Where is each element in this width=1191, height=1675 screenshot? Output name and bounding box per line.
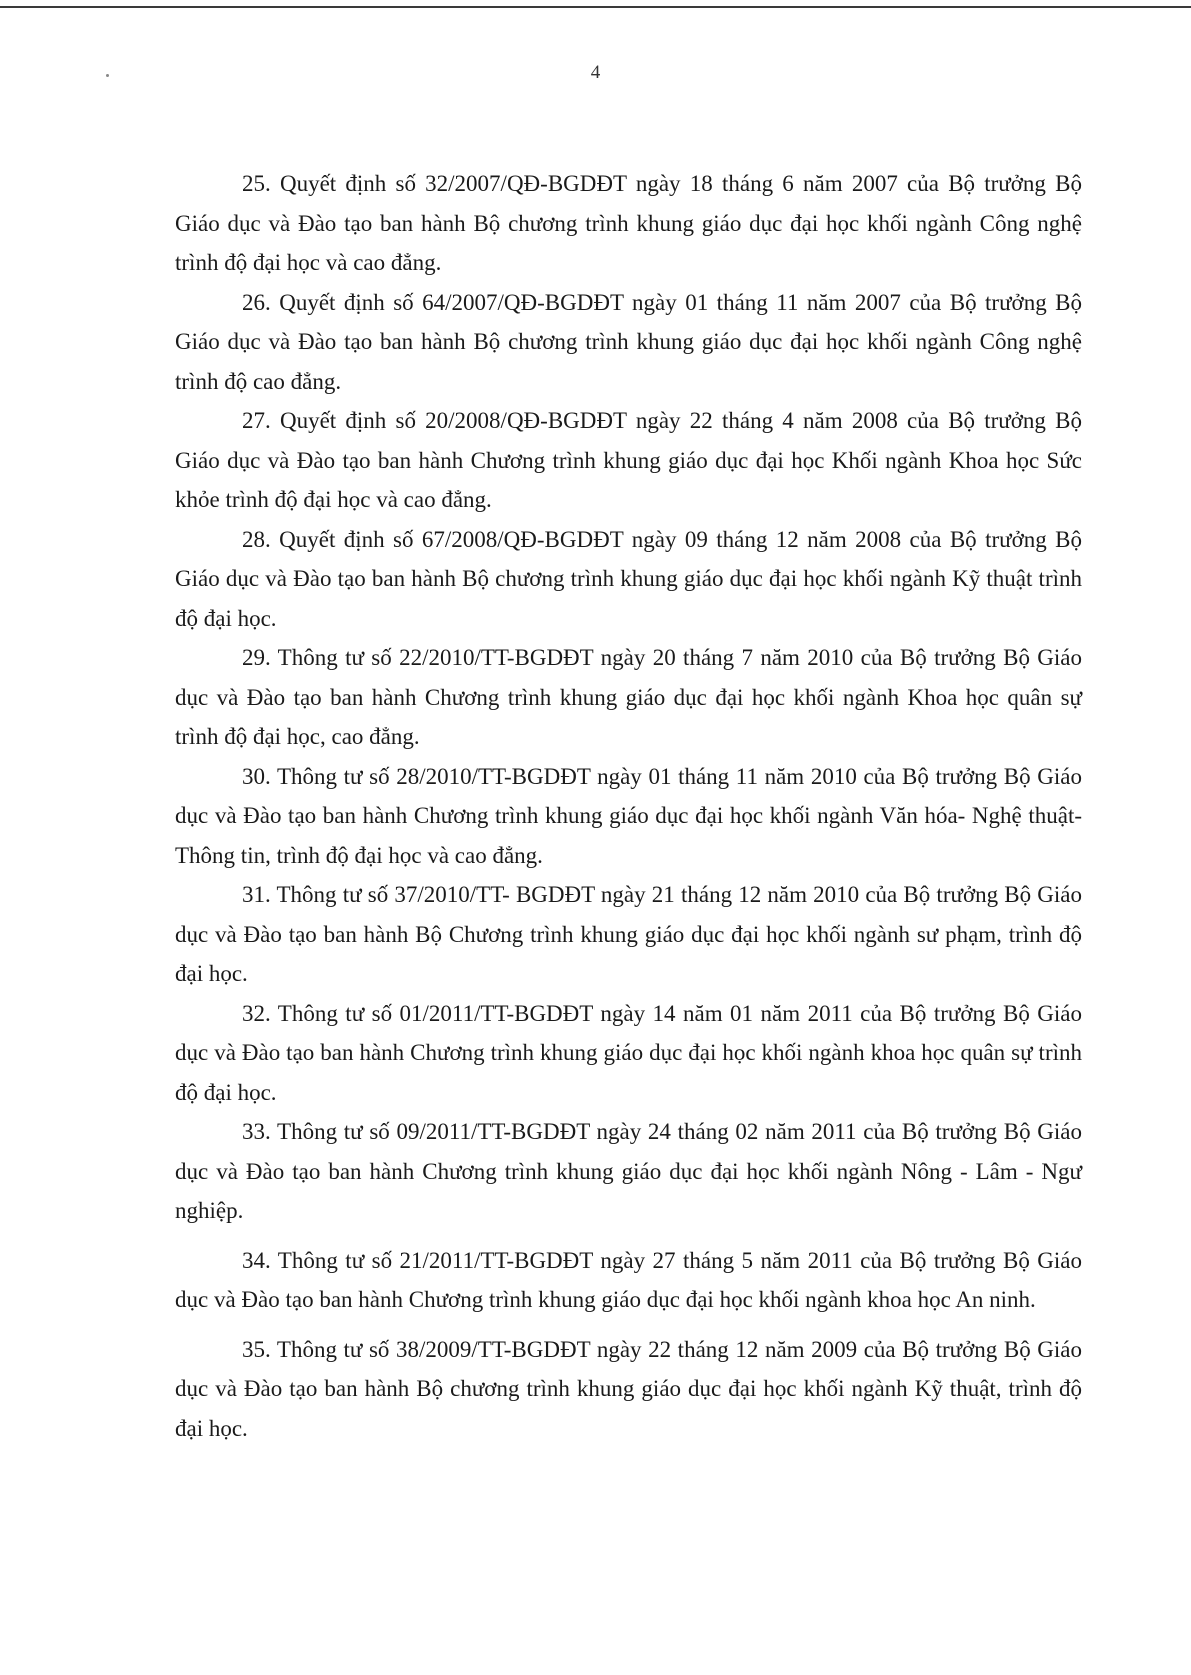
list-item-31: 31. Thông tư số 37/2010/TT- BGDĐT ngày 21 tháng 12 năm 2010 của Bộ trưởng Bộ Giáo dục và Đào tạo ban hành Bộ Chương trình khung giáo dục đại học khối ngành sư phạm, trình độ đại học. (175, 882, 1082, 986)
list-item-35: 35. Thông tư số 38/2009/TT-BGDĐT ngày 22 tháng 12 năm 2009 của Bộ trưởng Bộ Giáo dục và Đào tạo ban hành Bộ chương trình khung giáo dục đại học khối ngành Kỹ thuật, trình độ đại học. (175, 1336, 1082, 1441)
list-item-28: 28. Quyết định số 67/2008/QĐ-BGDĐT ngày 09 tháng 12 năm 2008 của Bộ trưởng Bộ Giáo dục và Đào tạo ban hành Bộ chương trình khung giáo dục đại học khối ngành Kỹ thuật trình độ đại học. (175, 526, 1082, 631)
list-item-29: 29. Thông tư số 22/2010/TT-BGDĐT ngày 20 tháng 7 năm 2010 của Bộ trưởng Bộ Giáo dục và Đào tạo ban hành Chương trình khung giáo dục đại học khối ngành Khoa học quân sự trình độ đại học, cao đẳng. (175, 645, 1082, 749)
list-item-32: 32. Thông tư số 01/2011/TT-BGDĐT ngày 14 năm 01 năm 2011 của Bộ trưởng Bộ Giáo dục và Đào tạo ban hành Chương trình khung giáo dục đại học khối ngành khoa học quân sự trình độ đại học. (175, 1000, 1082, 1105)
list-item-27: 27. Quyết định số 20/2008/QĐ-BGDĐT ngày 22 tháng 4 năm 2008 của Bộ trưởng Bộ Giáo dục và Đào tạo ban hành Chương trình khung giáo dục đại học Khối ngành Khoa học Sức khỏe trình độ đại học và cao đẳng. (175, 408, 1082, 512)
list-item-25: 25. Quyết định số 32/2007/QĐ-BGDĐT ngày 18 tháng 6 năm 2007 của Bộ trưởng Bộ Giáo dục và Đào tạo ban hành Bộ chương trình khung giáo dục đại học khối ngành Công nghệ trình độ đại học và cao đẳng. (175, 171, 1082, 275)
list-item-26: 26. Quyết định số 64/2007/QĐ-BGDĐT ngày 01 tháng 11 năm 2007 của Bộ trưởng Bộ Giáo dục và Đào tạo ban hành Bộ chương trình khung giáo dục đại học khối ngành Công nghệ trình độ cao đẳng. (175, 289, 1082, 394)
scan-top-rule (0, 6, 1191, 8)
document-body (175, 164, 1082, 1448)
list-item-34: 34. Thông tư số 21/2011/TT-BGDĐT ngày 27 tháng 5 năm 2011 của Bộ trưởng Bộ Giáo dục và Đào tạo ban hành Chương trình khung giáo dục đại học khối ngành khoa học An ninh. (175, 1247, 1082, 1312)
list-item-33: 33. Thông tư số 09/2011/TT-BGDĐT ngày 24 tháng 02 năm 2011 của Bộ trưởng Bộ Giáo dục và Đào tạo ban hành Chương trình khung giáo dục đại học khối ngành Nông - Lâm - Ngư nghiệp. (175, 1119, 1082, 1223)
page-number: 4 (590, 62, 601, 83)
list-item-30: 30. Thông tư số 28/2010/TT-BGDĐT ngày 01 tháng 11 năm 2010 của Bộ trưởng Bộ Giáo dục và Đào tạo ban hành Chương trình khung giáo dục đại học khối ngành Văn hóa- Nghệ thuật- Thông tin, trình độ đại học và cao đẳng. (175, 763, 1082, 868)
